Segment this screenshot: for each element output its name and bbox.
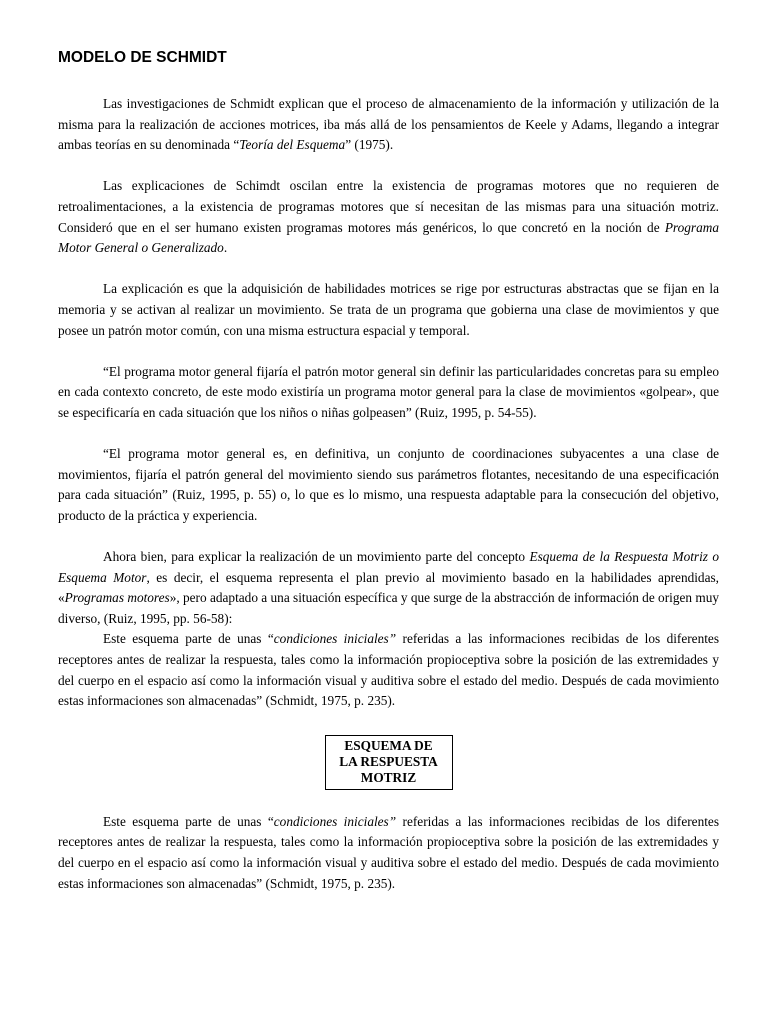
paragraph-8-italic: condiciones iniciales”	[273, 813, 397, 829]
esquema-respuesta-motriz-box	[325, 735, 453, 790]
paragraph-6-italic-2: Programas motores	[64, 590, 170, 606]
paragraph-2-text-c: .	[223, 240, 228, 256]
paragraph-8-text-c: referidas a las informaciones recibidas de los diferentes receptores antes de realizar la respuesta, tales como la información propioceptiva sobre la posición de las extremidades y del cuerpo en el espacio así como la información visual y auditiva sobre el estado del medio. Después de cada movimiento estas informaciones son almacenadas” (Schmidt, 1975, p. 235).	[58, 813, 719, 891]
box-line-1: ESQUEMA DE	[344, 737, 433, 753]
paragraph-6	[58, 547, 719, 629]
paragraph-3: La explicación es que la adquisición de habilidades motrices se rige por estructuras abstractas que se fijan en la memoria y se activan al realizar un movimiento. Se trata de un programa que gobierna una clase de movimientos y que posee un patrón motor común, con una misma estructura espacial y temporal.	[58, 281, 719, 338]
paragraph-2-text-a: Las explicaciones de Schimdt oscilan entre la existencia de programas motores que no requieren de retroalimentaciones, a la existencia de programas motores que sí necesitan de las mismas para una situación motriz. Consideró que en el ser humano existen programas motores más genéricos, lo que concretó en la noción de	[58, 178, 719, 235]
page-title: MODELO DE SCHMIDT	[58, 49, 227, 66]
paragraph-6-text-c: , es decir, el esquema representa el plan previo al movimiento basado en la habilidades aprendidas, «	[58, 569, 719, 606]
paragraph-1-text-a: Las investigaciones de Schmidt explican que el proceso de almacenamiento de la información y utilización de la misma para la realización de acciones motrices, iba más allá de los pensamientos de Keele y Adams, llegando a integrar ambas teorías en su denominada “	[58, 96, 719, 153]
paragraph-5: “El programa motor general es, en definitiva, un conjunto de coordinaciones subyacentes a una clase de movimientos, fijaría el patrón general del movimiento siendo sus parámetros flotantes, necesitando de una especificación para cada situación” (Ruiz, 1995, p. 55) o, lo que es lo mismo, una respuesta adaptable para la consecución del objetivo, producto de la práctica y experiencia.	[58, 446, 719, 523]
paragraph-7-italic: condiciones iniciales”	[273, 631, 397, 647]
document-page	[58, 48, 719, 894]
diagram-box-wrapper	[58, 735, 719, 790]
paragraph-8-text-a: Este esquema parte de unas “	[103, 813, 274, 829]
paragraph-7	[58, 629, 719, 711]
paragraph-7-text-a: Este esquema parte de unas “	[103, 631, 274, 647]
box-line-2: LA RESPUESTA	[339, 753, 438, 769]
paragraph-1-italic: Teoría del Esquema	[239, 137, 346, 153]
paragraph-2-italic: Programa Motor General o Generalizado	[58, 219, 719, 256]
paragraph-2	[58, 176, 719, 258]
paragraph-7-text-c: referidas a las informaciones recibidas de los diferentes receptores antes de realizar la respuesta, tales como la información propioceptiva sobre la posición de las extremidades y del cuerpo en el espacio así como la información visual y auditiva sobre el estado del medio. Después de cada movimiento estas informaciones son almacenadas” (Schmidt, 1975, p. 235).	[58, 631, 719, 709]
box-line-3: MOTRIZ	[360, 769, 417, 785]
paragraph-8	[58, 812, 719, 894]
paragraph-1-text-c: ” (1975).	[345, 137, 394, 153]
paragraph-1	[58, 94, 719, 156]
paragraph-4: “El programa motor general fijaría el patrón motor general sin definir las particularidades concretas para su empleo en cada contexto concreto, de este modo existiría un programa motor general para la clase de movimientos «golpear», que se especificaría en cada situación que los niños o niñas golpeasen” (Ruiz, 1995, p. 54-55).	[58, 363, 719, 420]
paragraph-6-text-a: Ahora bien, para explicar la realización de un movimiento parte del concepto	[103, 549, 530, 565]
paragraph-6-italic-1: Esquema de la Respuesta Motriz o Esquema Motor	[58, 549, 719, 585]
paragraph-6-text-e: », pero adaptado a una situación específica y que surge de la abstracción de información de origen muy diverso, (Ruiz, 1995, pp. 56-58):	[58, 590, 720, 626]
